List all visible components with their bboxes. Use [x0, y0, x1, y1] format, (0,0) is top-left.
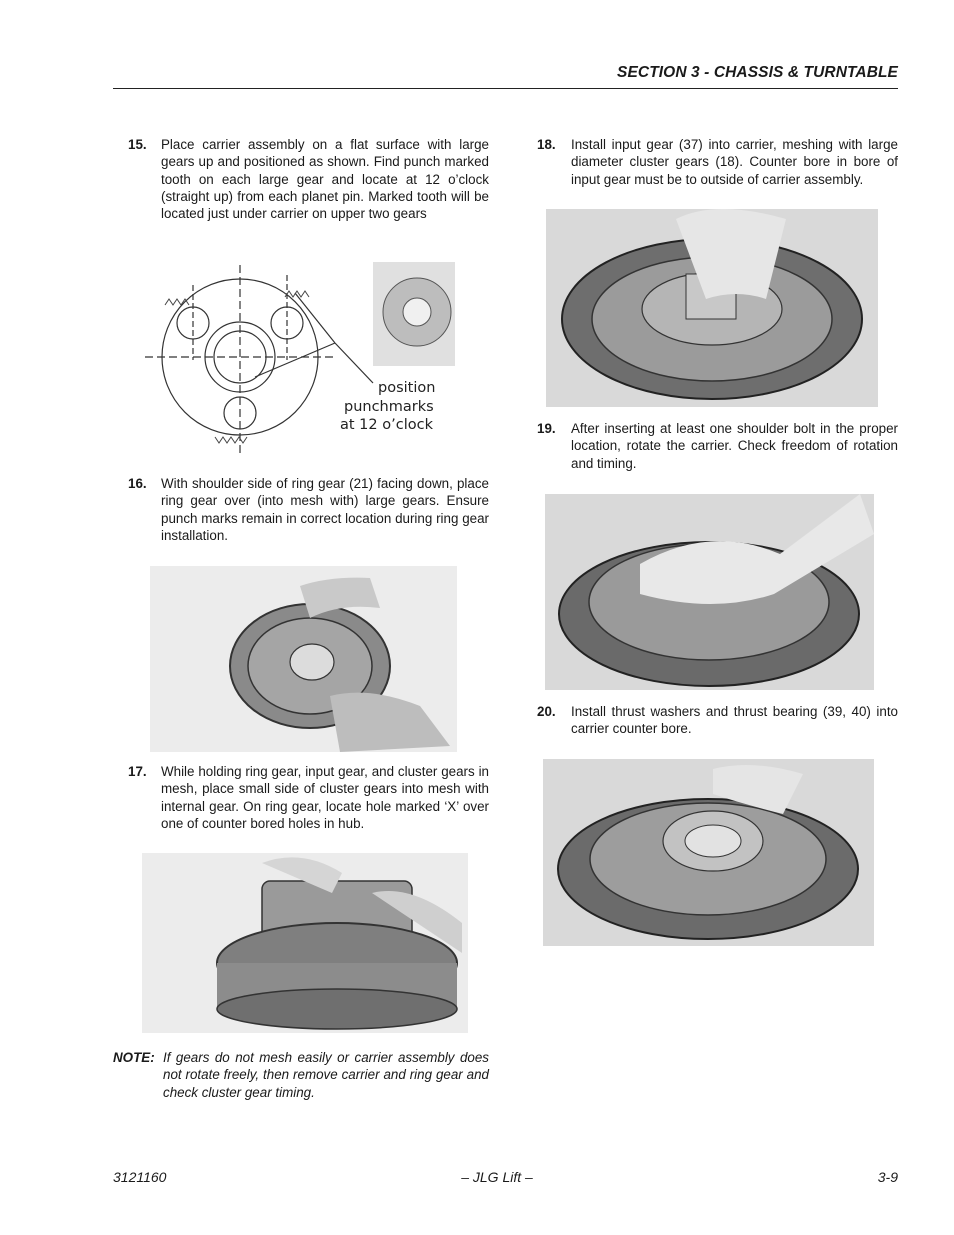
step-number: 18. — [537, 137, 556, 152]
step-number: 16. — [128, 476, 147, 491]
footer-doc-number: 3121160 — [113, 1169, 167, 1185]
step-number: 19. — [537, 421, 556, 436]
header-rule — [113, 88, 898, 89]
step-text: Install input gear (37) into carrier, meshing with large diameter cluster gears (18). Counter bore in bore of input gear must be to outside of carrier assembly. — [571, 137, 898, 187]
step-number: 20. — [537, 704, 556, 719]
note-label: NOTE: — [113, 1050, 155, 1065]
rotate-carrier-photo — [545, 494, 874, 690]
step-text: Place carrier assembly on a flat surface with large gears up and positioned as shown. Find punch marked tooth on each large gear and locate at 12 o’clock (straight up) from each planet pin. Marked tooth will be located just under carrier on upper two gears — [161, 137, 489, 222]
step-text: While holding ring gear, input gear, and cluster gears in mesh, place small side of cluster gears into mesh with internal gear. On ring gear, locate hole marked ‘X’ over one of counter bored holes in hub. — [161, 764, 489, 831]
label-line-1: position — [378, 380, 436, 396]
ring-gear-install-photo — [150, 566, 457, 752]
step-number: 17. — [128, 764, 147, 779]
step-number: 15. — [128, 137, 147, 152]
input-gear-photo — [546, 209, 878, 407]
label-line-3: at 12 o’clock — [340, 417, 433, 433]
label-line-2: punchmarks — [344, 399, 434, 415]
thrust-washers-photo — [543, 759, 874, 946]
step-text: Install thrust washers and thrust bearing (39, 40) into carrier counter bore. — [571, 704, 898, 737]
cluster-gear-mesh-photo — [142, 853, 468, 1033]
footer-brand: – JLG Lift – — [461, 1169, 533, 1185]
note-text: If gears do not mesh easily or carrier assembly does not rotate freely, then remove carrier and ring gear and check cluster gear timing. — [163, 1050, 489, 1100]
section-title: SECTION 3 - CHASSIS & TURNTABLE — [617, 64, 898, 81]
step-text: With shoulder side of ring gear (21) facing down, place ring gear over (into mesh with) large gears. Ensure punch marks remain in correct location during ring gear installation. — [161, 476, 489, 543]
step-text: After inserting at least one shoulder bolt in the proper location, rotate the carrier. Check freedom of rotation and timing. — [571, 421, 898, 471]
position-punchmarks-label — [340, 378, 452, 436]
footer-page-number: 3-9 — [877, 1169, 898, 1185]
